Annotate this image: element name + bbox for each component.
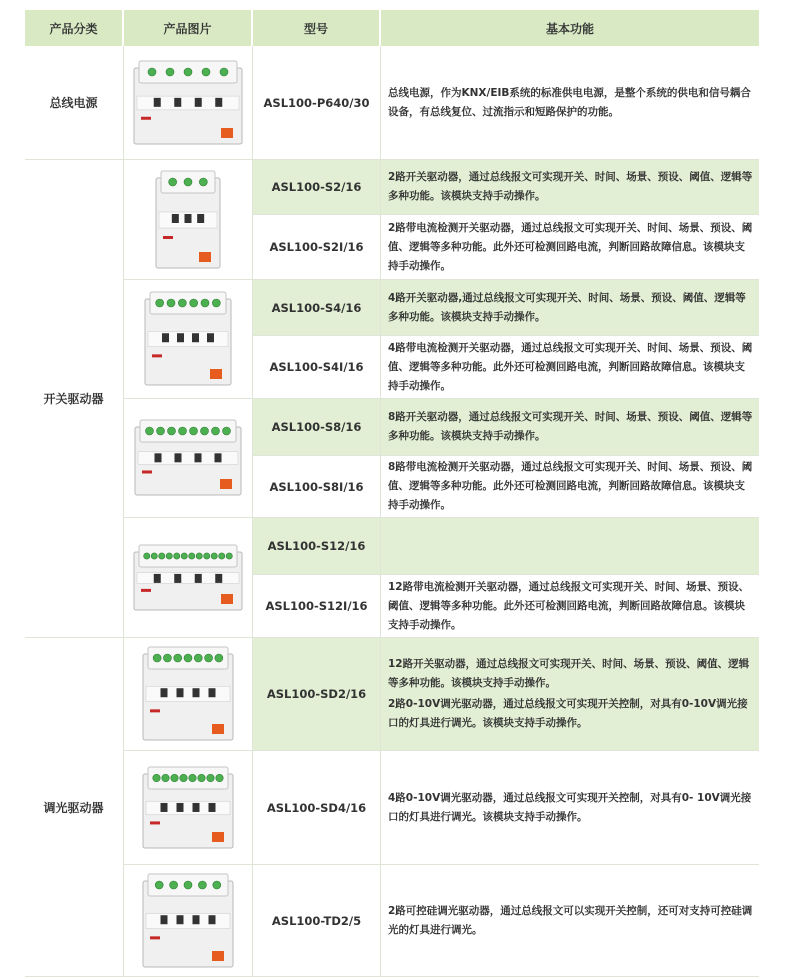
channel-switch <box>161 802 168 811</box>
device-logo <box>141 116 151 119</box>
channel-switch <box>193 802 200 811</box>
terminal-green <box>201 299 209 307</box>
terminal-green <box>226 552 232 558</box>
device-drawing <box>144 291 232 387</box>
terminal-orange <box>221 128 233 138</box>
terminal-green <box>199 178 207 186</box>
channel-switch <box>192 333 199 342</box>
terminal-green <box>189 774 197 782</box>
terminal-orange <box>220 479 232 489</box>
category-switch: 开关驱动器 <box>43 392 104 406</box>
channel-switch <box>197 214 204 223</box>
terminal-green <box>163 654 171 662</box>
device-logo <box>150 821 160 824</box>
model-cell: ASL100-SD2/16 <box>266 687 367 701</box>
terminal-orange <box>199 252 211 262</box>
device-label-band <box>137 572 239 583</box>
model-cell: ASL100-TD2/5 <box>271 913 362 928</box>
channel-switch <box>209 915 216 924</box>
device-logo <box>163 236 173 239</box>
channel-switch <box>215 453 222 462</box>
model-cell: ASL100-S2I/16 <box>269 240 364 254</box>
channel-switch <box>154 573 161 582</box>
device-drawing <box>142 873 234 969</box>
channel-switch <box>195 97 202 106</box>
terminal-green <box>170 881 178 889</box>
device-logo <box>150 936 160 939</box>
device-logo <box>150 709 160 712</box>
channel-switch <box>209 802 216 811</box>
switch-actuator-8ch-image <box>124 399 252 517</box>
terminal-green <box>194 654 202 662</box>
header-image: 产品图片 <box>124 10 251 46</box>
channel-switch <box>195 453 202 462</box>
terminal-green <box>212 299 220 307</box>
channel-switch <box>195 573 202 582</box>
terminal-green <box>190 299 198 307</box>
device-top <box>140 420 236 442</box>
terminal-green <box>174 654 182 662</box>
terminal-green <box>184 68 192 76</box>
channel-switch <box>175 453 182 462</box>
channel-switch <box>215 97 222 106</box>
terminal-orange <box>212 724 224 734</box>
terminal-green <box>223 427 231 435</box>
switch-actuator-2ch-image <box>124 160 252 279</box>
header-function: 基本功能 <box>381 10 759 46</box>
model-cell: ASL100-S12/16 <box>267 539 366 553</box>
channel-switch <box>185 214 192 223</box>
terminal-green <box>190 427 198 435</box>
terminal-green <box>171 774 179 782</box>
device-drawing <box>155 170 221 270</box>
terminal-green <box>166 552 172 558</box>
terminal-green <box>159 552 165 558</box>
terminal-green <box>215 654 223 662</box>
terminal-green <box>202 68 210 76</box>
category-power: 总线电源 <box>49 96 98 110</box>
model-cell: ASL100-S4I/16 <box>269 360 364 374</box>
channel-switch <box>177 688 184 697</box>
terminal-green <box>198 881 206 889</box>
description-cell: 4路0-10V调光驱动器，通过总线报文可实现开关控制，对具有0- 10V调光接口的灯具进行调光。该模块支持手动操作。 <box>388 791 752 823</box>
device-label-band <box>146 686 230 701</box>
switch-actuator-4ch-image <box>124 280 252 398</box>
channel-switch <box>177 802 184 811</box>
description-text: 12路开关驱动器，通过总线报文可实现开关、时间、场景、预设、阈值、逻辑等多种功能。该模块支持手动操作。 <box>388 658 750 689</box>
description-cell <box>381 645 759 743</box>
device-drawing <box>133 544 243 612</box>
switch-actuator-12ch-image <box>124 518 252 637</box>
terminal-green <box>184 881 192 889</box>
channel-switch <box>154 97 161 106</box>
terminal-green <box>204 552 210 558</box>
device-drawing <box>142 766 234 850</box>
terminal-green <box>155 881 163 889</box>
device-label-band <box>138 452 238 464</box>
description-cell: 8路带电流检测开关驱动器，通过总线报文可实现开关、时间、场景、预设、阈值、逻辑等多种功能。此外还可检测回路电流，判断回路故障信息。该模块支持手动操作。 <box>388 461 753 511</box>
device-label-band <box>146 801 230 814</box>
description-cell: 12路带电流检测开关驱动器，通过总线报文可实现开关、时间、场景、预设、阈值、逻辑等多种功能。此外还可检测回路电流，判断回路故障信息。该模块支持手动操作。 <box>388 580 750 631</box>
terminal-green <box>207 774 215 782</box>
terminal-green <box>216 774 224 782</box>
terminal-green <box>167 299 175 307</box>
model-cell: ASL100-SD4/16 <box>266 800 367 815</box>
terminal-green <box>148 68 156 76</box>
device-drawing <box>133 60 243 146</box>
device-logo <box>141 588 151 591</box>
channel-switch <box>177 333 184 342</box>
device-logo <box>142 470 152 473</box>
channel-switch <box>155 453 162 462</box>
device-drawing <box>142 646 234 742</box>
terminal-green <box>157 427 165 435</box>
channel-switch <box>161 915 168 924</box>
channel-switch <box>193 915 200 924</box>
channel-switch <box>177 915 184 924</box>
terminal-green <box>144 552 150 558</box>
terminal-green <box>156 299 164 307</box>
terminal-green <box>196 552 202 558</box>
device-label-band <box>137 96 239 110</box>
terminal-green <box>219 552 225 558</box>
terminal-green <box>169 178 177 186</box>
header-category: 产品分类 <box>25 10 122 46</box>
terminal-green <box>212 427 220 435</box>
channel-switch <box>215 573 222 582</box>
terminal-green <box>168 427 176 435</box>
terminal-orange <box>210 369 222 379</box>
description-cell: 2路开关驱动器，通过总线报文可实现开关、时间、场景、预设、阈值、逻辑等多种功能。该模块支持手动操作。 <box>388 171 753 202</box>
channel-switch <box>162 333 169 342</box>
terminal-green <box>201 427 209 435</box>
terminal-orange <box>212 832 224 842</box>
channel-switch <box>174 97 181 106</box>
divider <box>25 976 759 977</box>
model-cell: ASL100-S4/16 <box>271 300 362 315</box>
terminal-green <box>146 427 154 435</box>
description-cell: 8路开关驱动器，通过总线报文可实现开关、时间、场景、预设、阈值、逻辑等多种功能。该模块支持手动操作。 <box>388 411 753 442</box>
channel-switch <box>207 333 214 342</box>
terminal-orange <box>221 594 233 604</box>
description-cell <box>381 518 759 574</box>
terminal-green <box>184 178 192 186</box>
dimmer-2ch-image <box>124 638 252 750</box>
terminal-green <box>180 774 188 782</box>
model-cell: ASL100-P640/30 <box>263 95 370 110</box>
terminal-green <box>220 68 228 76</box>
channel-switch <box>193 688 200 697</box>
model-cell: ASL100-S2/16 <box>271 180 362 194</box>
dimmer-4ch-image <box>124 751 252 864</box>
device-label-band <box>148 331 228 346</box>
terminal-green <box>166 68 174 76</box>
description-cell: 2路带电流检测开关驱动器，通过总线报文可实现开关、时间、场景、预设、阈值、逻辑等多种功能。此外还可检测回路电流，判断回路故障信息。该模块支持手动操作。 <box>388 221 753 272</box>
channel-switch <box>174 573 181 582</box>
power-supply-module-image <box>124 46 252 159</box>
terminal-orange <box>212 951 224 961</box>
terminal-green <box>151 552 157 558</box>
terminal-green <box>213 881 221 889</box>
channel-switch <box>209 688 216 697</box>
device-logo <box>152 354 162 357</box>
category-dimmer: 调光驱动器 <box>43 800 104 815</box>
description-cell: 4路带电流检测开关驱动器，通过总线报文可实现开关、时间、场景、预设、阈值、逻辑等多种功能。此外还可检测回路电流，判断回路故障信息。该模块支持手动操作。 <box>388 341 753 392</box>
terminal-green <box>198 774 206 782</box>
terminal-green <box>153 774 161 782</box>
device-drawing <box>134 419 242 497</box>
model-cell: ASL100-S8/16 <box>271 420 362 434</box>
triac-dimmer-2ch-image <box>124 865 252 976</box>
description-text: 2路0-10V调光驱动器，通过总线报文可实现开关控制，对具有0-10V调光接口的灯具进行调光。该模块支持手动操作。 <box>388 698 748 729</box>
terminal-green <box>211 552 217 558</box>
terminal-green <box>205 654 213 662</box>
model-cell: ASL100-S12I/16 <box>265 599 368 613</box>
header-model: 型号 <box>253 10 379 46</box>
description-cell: 4路开关驱动器,通过总线报文可实现开关、时间、场景、预设、阈值、逻辑等多种功能。该模块支持手动操作。 <box>388 291 746 323</box>
description-cell: 2路可控硅调光驱动器，通过总线报文可以实现开关控制，还可对支持可控硅调光的灯具进行调光。 <box>388 904 753 936</box>
terminal-green <box>184 654 192 662</box>
channel-switch <box>172 214 179 223</box>
description-cell: 总线电源，作为KNX/EIB系统的标准供电电源，是整个系统的供电和信号耦合设备，有总线复位、过流指示和短路保护的功能。 <box>388 86 751 118</box>
terminal-green <box>181 552 187 558</box>
terminal-green <box>189 552 195 558</box>
terminal-green <box>153 654 161 662</box>
terminal-green <box>178 299 186 307</box>
device-label-band <box>146 913 230 928</box>
model-cell: ASL100-S8I/16 <box>269 479 364 494</box>
terminal-green <box>162 774 170 782</box>
channel-switch <box>161 688 168 697</box>
terminal-green <box>174 552 180 558</box>
terminal-green <box>179 427 187 435</box>
